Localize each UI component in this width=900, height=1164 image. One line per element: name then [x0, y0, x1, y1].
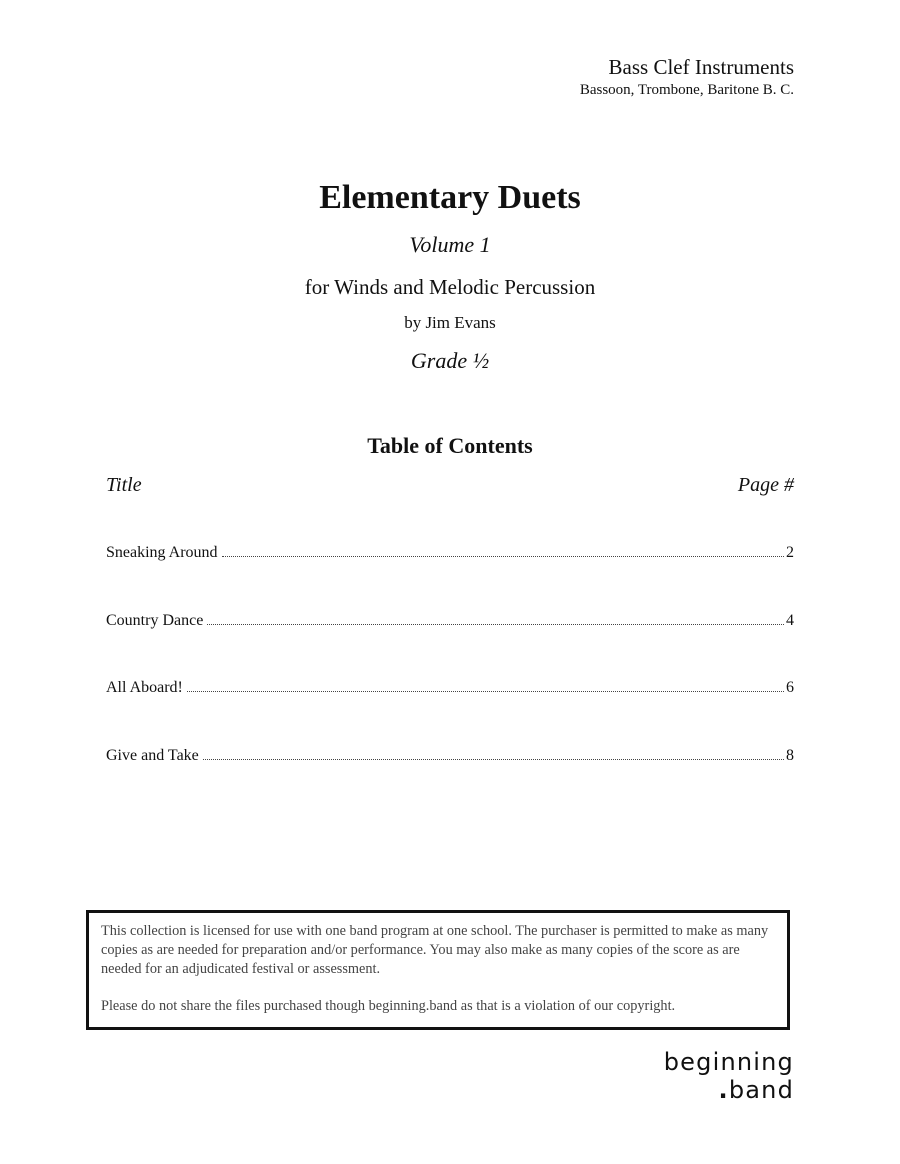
- toc-list: [106, 542, 794, 812]
- instrument-header: [580, 54, 794, 100]
- page-title: Elementary Duets: [319, 179, 581, 216]
- toc-entry: [106, 610, 794, 632]
- volume-label: Volume 1: [409, 232, 491, 257]
- toc-leader-dots: [207, 624, 784, 625]
- logo-band-text: band: [728, 1076, 794, 1104]
- subtitle: for Winds and Melodic Percussion: [304, 275, 596, 299]
- toc-entry-page: 2: [786, 544, 794, 561]
- toc-entry-page: 4: [786, 611, 794, 629]
- copyright-paragraph: Please do not share the files purchased though beginning.band as that is a violation of our copyright.: [101, 998, 676, 1014]
- publisher-logo: [664, 1048, 794, 1104]
- license-paragraph: This collection is licensed for use with one band program at one school. The purchaser is permitted to make as many copies as are needed for preparation and/or performance. You may also make as many copies of the score as are needed for an adjudicated festival or assessment.: [101, 923, 769, 977]
- instrument-list: Bassoon, Trombone, Baritone B. C.: [579, 82, 794, 98]
- toc-entry-title: Give and Take: [106, 746, 199, 764]
- toc-leader-dots: [203, 759, 784, 760]
- toc-leader-dots: [187, 691, 784, 692]
- logo-line-beginning: beginning: [663, 1048, 794, 1076]
- instrument-group: Bass Clef Instruments: [608, 55, 794, 79]
- toc-entry-title: Country Dance: [106, 611, 204, 629]
- author-byline: by Jim Evans: [404, 313, 496, 332]
- toc-entry-title: Sneaking Around: [106, 544, 218, 561]
- toc-entry-page: 6: [786, 679, 794, 696]
- toc-entry-page: 8: [786, 746, 794, 764]
- toc-heading: Table of Contents: [367, 433, 533, 458]
- toc-col-title: Title: [106, 474, 142, 496]
- toc-column-headers: [106, 472, 794, 498]
- title-block: [0, 176, 900, 374]
- toc-entry-title: All Aboard!: [106, 679, 183, 696]
- toc-entry: [106, 542, 794, 564]
- toc-entry: [106, 677, 794, 699]
- grade-label: Grade ½: [410, 348, 490, 373]
- logo-dot: .: [718, 1076, 729, 1104]
- toc-leader-dots: [222, 556, 784, 557]
- license-notice-box: [86, 910, 790, 1030]
- toc-entry: [106, 745, 794, 767]
- logo-line-band: [664, 1076, 794, 1104]
- toc-col-page: Page #: [737, 474, 794, 496]
